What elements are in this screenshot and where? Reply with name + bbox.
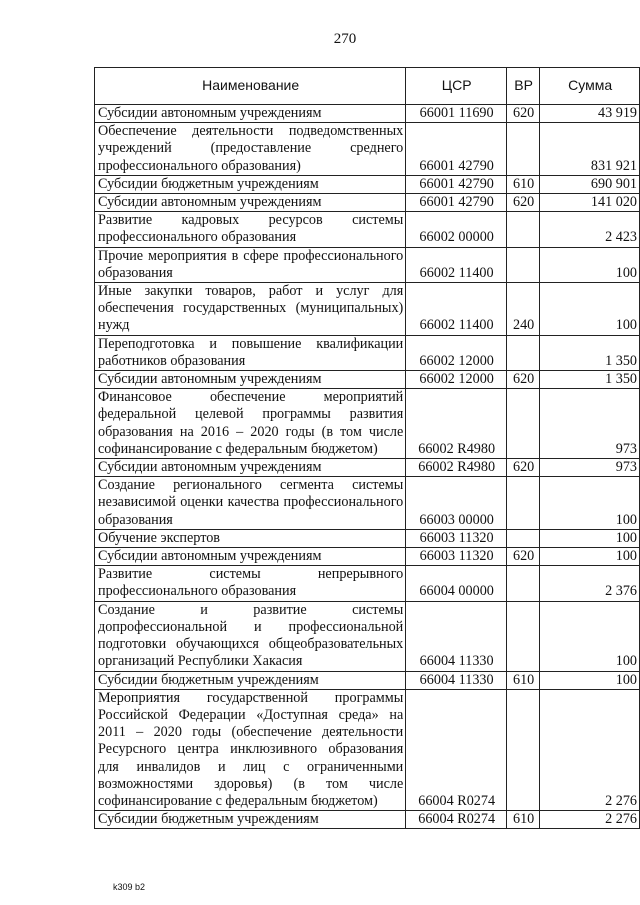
cell-vr: 240 bbox=[507, 283, 540, 336]
cell-sum: 100 bbox=[540, 247, 640, 282]
cell-name: Создание регионального сегмента системы независимой оценки качества профессионального образования bbox=[95, 477, 406, 530]
table-row bbox=[95, 212, 640, 247]
cell-csr: 66003 11320 bbox=[406, 529, 507, 547]
table-row bbox=[95, 689, 640, 810]
cell-csr: 66004 R0274 bbox=[406, 811, 507, 829]
cell-csr: 66002 11400 bbox=[406, 247, 507, 282]
cell-name: Создание и развитие системы допрофессиональной и профессиональной подготовки обучающихся общеобразовательных организаций Республики Хакасия bbox=[95, 601, 406, 671]
cell-vr bbox=[507, 247, 540, 282]
cell-vr: 620 bbox=[507, 371, 540, 389]
table-row bbox=[95, 175, 640, 193]
cell-csr: 66002 R4980 bbox=[406, 389, 507, 459]
table-row bbox=[95, 283, 640, 336]
cell-vr: 610 bbox=[507, 175, 540, 193]
table-row bbox=[95, 335, 640, 370]
cell-sum: 1 350 bbox=[540, 335, 640, 370]
cell-csr: 66001 11690 bbox=[406, 105, 507, 123]
cell-vr bbox=[507, 566, 540, 601]
cell-vr: 620 bbox=[507, 105, 540, 123]
cell-sum: 2 276 bbox=[540, 689, 640, 810]
cell-csr: 66004 R0274 bbox=[406, 689, 507, 810]
table-row bbox=[95, 477, 640, 530]
cell-vr: 620 bbox=[507, 459, 540, 477]
table-row bbox=[95, 247, 640, 282]
cell-csr: 66004 00000 bbox=[406, 566, 507, 601]
cell-vr bbox=[507, 529, 540, 547]
header-vr: ВР bbox=[507, 68, 540, 105]
cell-vr bbox=[507, 601, 540, 671]
cell-sum: 973 bbox=[540, 389, 640, 459]
cell-vr: 610 bbox=[507, 811, 540, 829]
table-row bbox=[95, 566, 640, 601]
cell-sum: 141 020 bbox=[540, 194, 640, 212]
table-row bbox=[95, 671, 640, 689]
cell-sum: 2 276 bbox=[540, 811, 640, 829]
cell-name: Субсидии автономным учреждениям bbox=[95, 194, 406, 212]
cell-name: Развитие системы непрерывного профессионального образования bbox=[95, 566, 406, 601]
cell-name: Обучение экспертов bbox=[95, 529, 406, 547]
cell-csr: 66001 42790 bbox=[406, 175, 507, 193]
cell-sum: 690 901 bbox=[540, 175, 640, 193]
cell-csr: 66002 12000 bbox=[406, 371, 507, 389]
header-sum: Сумма bbox=[540, 68, 640, 105]
cell-vr bbox=[507, 123, 540, 176]
cell-name: Иные закупки товаров, работ и услуг для обеспечения государственных (муниципальных) нужд bbox=[95, 283, 406, 336]
footer-code: k309 b2 bbox=[113, 882, 146, 892]
cell-sum: 100 bbox=[540, 283, 640, 336]
cell-csr: 66003 00000 bbox=[406, 477, 507, 530]
cell-name: Субсидии автономным учреждениям bbox=[95, 548, 406, 566]
cell-csr: 66002 11400 bbox=[406, 283, 507, 336]
cell-csr: 66002 R4980 bbox=[406, 459, 507, 477]
page-number: 270 bbox=[333, 31, 357, 47]
cell-name: Субсидии автономным учреждениям bbox=[95, 105, 406, 123]
cell-name: Субсидии бюджетным учреждениям bbox=[95, 671, 406, 689]
cell-name: Субсидии бюджетным учреждениям bbox=[95, 811, 406, 829]
cell-csr: 66001 42790 bbox=[406, 123, 507, 176]
cell-vr: 610 bbox=[507, 671, 540, 689]
cell-sum: 100 bbox=[540, 671, 640, 689]
table-header-row bbox=[95, 68, 640, 105]
cell-name: Развитие кадровых ресурсов системы профессионального образования bbox=[95, 212, 406, 247]
table-row bbox=[95, 529, 640, 547]
table-row bbox=[95, 548, 640, 566]
cell-vr bbox=[507, 212, 540, 247]
cell-csr: 66001 42790 bbox=[406, 194, 507, 212]
budget-table bbox=[94, 67, 640, 829]
cell-csr: 66004 11330 bbox=[406, 671, 507, 689]
cell-sum: 43 919 bbox=[540, 105, 640, 123]
cell-csr: 66003 11320 bbox=[406, 548, 507, 566]
cell-sum: 2 423 bbox=[540, 212, 640, 247]
cell-name: Прочие мероприятия в сфере профессионального образования bbox=[95, 247, 406, 282]
cell-sum: 100 bbox=[540, 548, 640, 566]
cell-name: Обеспечение деятельности подведомственных учреждений (предоставление среднего профессионального образования) bbox=[95, 123, 406, 176]
cell-csr: 66002 00000 bbox=[406, 212, 507, 247]
header-name: Наименование bbox=[95, 68, 406, 105]
cell-name: Субсидии бюджетным учреждениям bbox=[95, 175, 406, 193]
cell-sum: 100 bbox=[540, 529, 640, 547]
table-row bbox=[95, 123, 640, 176]
cell-sum: 2 376 bbox=[540, 566, 640, 601]
cell-name: Субсидии автономным учреждениям bbox=[95, 459, 406, 477]
cell-vr bbox=[507, 389, 540, 459]
cell-name: Финансовое обеспечение мероприятий федеральной целевой программы развития образования на 2016 – 2020 годы (в том числе софинансирование с федеральным бюджетом) bbox=[95, 389, 406, 459]
cell-vr bbox=[507, 689, 540, 810]
table-row bbox=[95, 371, 640, 389]
cell-csr: 66004 11330 bbox=[406, 601, 507, 671]
cell-sum: 100 bbox=[540, 601, 640, 671]
cell-vr: 620 bbox=[507, 548, 540, 566]
cell-sum: 1 350 bbox=[540, 371, 640, 389]
cell-name: Субсидии автономным учреждениям bbox=[95, 371, 406, 389]
table-row bbox=[95, 194, 640, 212]
cell-name: Переподготовка и повышение квалификации работников образования bbox=[95, 335, 406, 370]
cell-csr: 66002 12000 bbox=[406, 335, 507, 370]
cell-name: Мероприятия государственной программы Российской Федерации «Доступная среда» на 2011 – 2020 годы (обеспечение деятельности Ресурсного центра инклюзивного образования для инвалидов и лиц с ограниченными возможностями здоровья) (в том числе софинансирование с федеральным бюджетом) bbox=[95, 689, 406, 810]
table-row bbox=[95, 811, 640, 829]
header-csr: ЦСР bbox=[406, 68, 507, 105]
cell-sum: 100 bbox=[540, 477, 640, 530]
cell-vr bbox=[507, 335, 540, 370]
cell-vr: 620 bbox=[507, 194, 540, 212]
cell-sum: 973 bbox=[540, 459, 640, 477]
cell-vr bbox=[507, 477, 540, 530]
table-row bbox=[95, 389, 640, 459]
table-row bbox=[95, 601, 640, 671]
cell-sum: 831 921 bbox=[540, 123, 640, 176]
table-row bbox=[95, 459, 640, 477]
table-row bbox=[95, 105, 640, 123]
